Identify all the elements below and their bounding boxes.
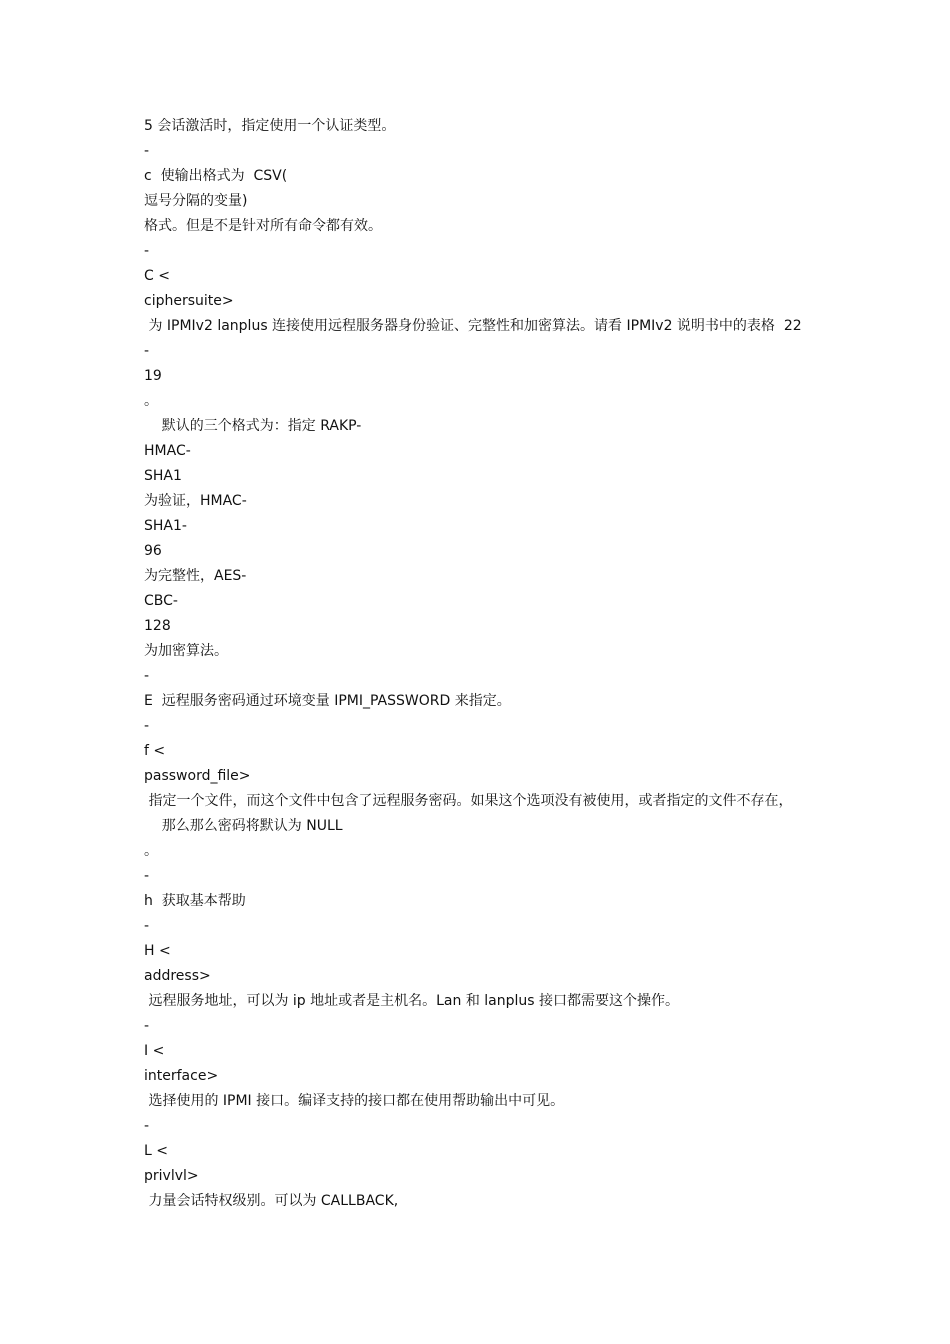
text-line: interface>	[144, 1068, 219, 1084]
text-line: 。	[144, 843, 158, 859]
text-line: 96	[144, 543, 162, 559]
text-line: -	[144, 918, 150, 934]
text-line: C <	[144, 268, 170, 284]
text-line: 为加密算法。	[144, 643, 228, 659]
text-line: SHA1	[144, 468, 182, 484]
text-line: 19	[144, 368, 162, 384]
text-line: 为验证，HMAC-	[144, 493, 247, 509]
text-line: SHA1-	[144, 518, 187, 534]
text-line: -	[144, 243, 150, 259]
text-line: password_file>	[144, 768, 251, 784]
text-line: 5 会话激活时，指定使用一个认证类型。	[144, 118, 396, 134]
text-line: -	[144, 868, 150, 884]
text-line: address>	[144, 968, 211, 984]
text-line: H <	[144, 943, 171, 959]
text-line: ciphersuite>	[144, 293, 234, 309]
text-line: 指定一个文件，而这个文件中包含了远程服务密码。如果这个选项没有被使用，或者指定的文件不存在，	[144, 793, 793, 809]
text-line: CBC-	[144, 593, 178, 609]
text-line: 力量会话特权级别。可以为 CALLBACK,	[144, 1193, 399, 1209]
text-line: 那么那么密码将默认为 NULL	[144, 818, 343, 834]
text-line: privlvl>	[144, 1168, 199, 1184]
text-line: -	[144, 1118, 150, 1134]
text-line: 格式。但是不是针对所有命令都有效。	[144, 218, 382, 234]
text-line: 选择使用的 IPMI 接口。编译支持的接口都在使用帮助输出中可见。	[144, 1093, 565, 1109]
text-line: f <	[144, 743, 166, 759]
text-line: -	[144, 143, 150, 159]
document-page	[144, 116, 824, 1216]
text-line: h 获取基本帮助	[144, 893, 246, 909]
text-line: -	[144, 718, 150, 734]
text-line: 为 IPMIv2 lanplus 连接使用远程服务器身份验证、完整性和加密算法。请看 IPMIv2 说明书中的表格 22	[144, 318, 802, 334]
text-line: 逗号分隔的变量)	[144, 193, 248, 209]
text-line: 。	[144, 393, 158, 409]
text-line: 默认的三个格式为：指定 RAKP-	[144, 418, 362, 434]
text-line: c 使输出格式为 CSV(	[144, 168, 288, 184]
text-line: I <	[144, 1043, 165, 1059]
text-line: -	[144, 668, 150, 684]
text-line: HMAC-	[144, 443, 191, 459]
text-line: -	[144, 343, 150, 359]
text-line: 128	[144, 618, 171, 634]
text-line: -	[144, 1018, 150, 1034]
text-line: 为完整性，AES-	[144, 568, 247, 584]
text-line: L <	[144, 1143, 168, 1159]
text-line: 远程服务地址，可以为 ip 地址或者是主机名。Lan 和 lanplus 接口都需要这个操作。	[144, 993, 680, 1009]
text-line: E 远程服务密码通过环境变量 IPMI_PASSWORD 来指定。	[144, 693, 511, 709]
